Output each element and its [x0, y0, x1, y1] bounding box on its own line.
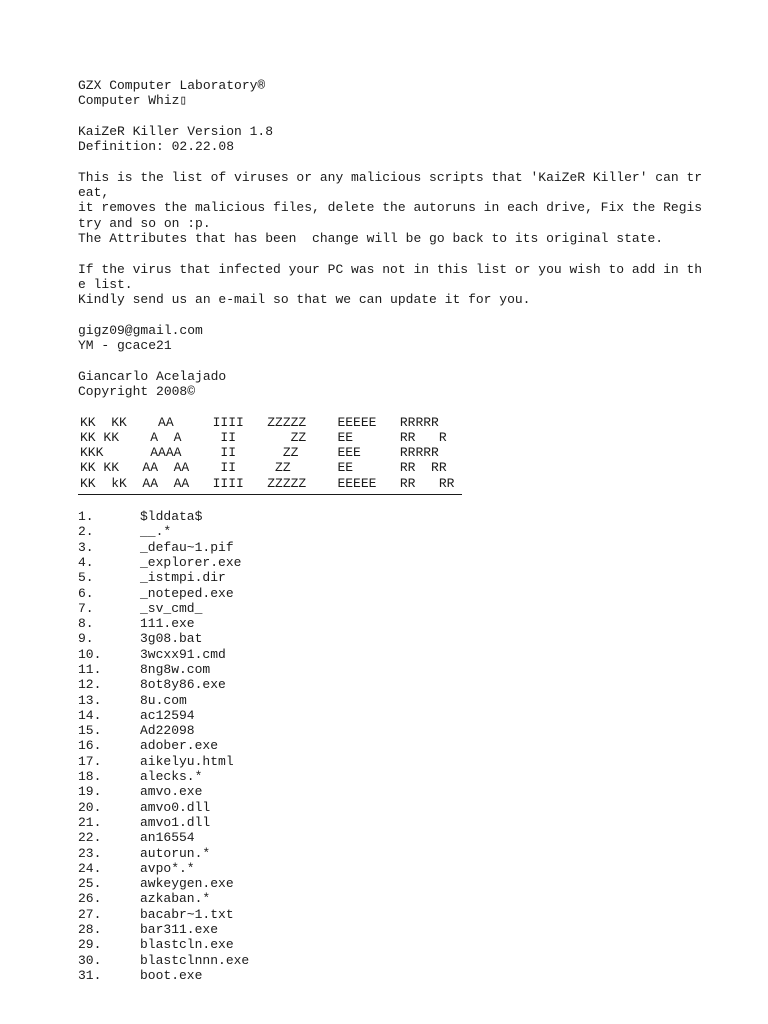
list-item-number: 14.	[78, 707, 102, 723]
request-line: e list.	[78, 276, 133, 292]
list-item	[78, 754, 698, 769]
list-item	[78, 662, 698, 677]
list-item-filename: _explorer.exe	[140, 554, 242, 570]
list-item-number: 9.	[78, 631, 94, 647]
list-item-number: 15.	[78, 723, 102, 739]
list-item-filename: awkeygen.exe	[140, 876, 234, 892]
list-item-number: 19.	[78, 784, 102, 800]
list-item-filename: 3wcxx91.cmd	[140, 646, 226, 662]
spacer	[78, 399, 698, 414]
list-item	[78, 846, 698, 861]
intro-line: it removes the malicious files, delete the autoruns in each drive, Fix the Regis	[78, 200, 703, 216]
list-item	[78, 647, 698, 662]
list-item-filename: amvo1.dll	[140, 814, 211, 830]
ascii-banner	[80, 415, 700, 491]
list-item-filename: _sv_cmd_	[140, 600, 203, 616]
list-item	[78, 524, 698, 539]
list-item	[78, 616, 698, 631]
list-item-filename: Ad22098	[140, 723, 195, 739]
virus-list	[78, 509, 698, 983]
list-item-filename: blastclnnn.exe	[140, 952, 250, 968]
banner-line: KK KK AA IIII ZZZZZ EEEEE RRRRR	[80, 414, 439, 430]
list-item-number: 11.	[78, 661, 102, 677]
spacer	[78, 246, 698, 261]
list-item-filename: 8u.com	[140, 692, 187, 708]
list-item-number: 7.	[78, 600, 94, 616]
list-item	[78, 631, 698, 646]
list-item-number: 25.	[78, 876, 102, 892]
list-item-filename: __.*	[140, 524, 172, 540]
list-item-filename: 8ng8w.com	[140, 661, 211, 677]
list-item	[78, 586, 698, 601]
list-item	[78, 953, 698, 968]
list-item	[78, 907, 698, 922]
divider	[78, 494, 462, 495]
spacer	[78, 353, 698, 368]
list-item-number: 21.	[78, 814, 102, 830]
list-item-number: 3.	[78, 539, 94, 555]
list-item	[78, 677, 698, 692]
list-item	[78, 830, 698, 845]
list-item-number: 28.	[78, 922, 102, 938]
intro-line: This is the list of viruses or any malicious scripts that 'KaiZeR Killer' can tr	[78, 169, 703, 185]
list-item-filename: bar311.exe	[140, 922, 219, 938]
list-item	[78, 723, 698, 738]
list-item-filename: blastcln.exe	[140, 937, 234, 953]
document-page	[78, 78, 703, 983]
banner-line: KK KK A A II ZZ EE RR R	[80, 429, 447, 445]
intro-line: eat,	[78, 185, 110, 201]
definition-date: Definition: 02.22.08	[78, 139, 235, 155]
request-line: If the virus that infected your PC was not in this list or you wish to add in th	[78, 261, 703, 277]
list-item	[78, 738, 698, 753]
list-item-number: 17.	[78, 753, 102, 769]
list-item	[78, 922, 698, 937]
list-item-filename: ac12594	[140, 707, 195, 723]
list-item-number: 29.	[78, 937, 102, 953]
lab-name: GZX Computer Laboratory®	[78, 78, 266, 93]
list-item-filename: _istmpi.dir	[140, 570, 226, 586]
list-item-number: 18.	[78, 769, 102, 785]
list-item-filename: 8ot8y86.exe	[140, 677, 226, 693]
contact-ym: YM - gcace21	[78, 338, 172, 354]
list-item-number: 16.	[78, 738, 102, 754]
list-item-filename: boot.exe	[140, 967, 203, 983]
list-item-filename: _defau~1.pif	[140, 539, 234, 555]
list-item	[78, 555, 698, 570]
list-item-number: 30.	[78, 952, 102, 968]
list-item-number: 27.	[78, 906, 102, 922]
product-version: KaiZeR Killer Version 1.8	[78, 123, 274, 139]
list-item	[78, 784, 698, 799]
list-item-number: 8.	[78, 616, 94, 632]
list-item-filename: amvo.exe	[140, 784, 203, 800]
list-item	[78, 509, 698, 524]
list-item-number: 13.	[78, 692, 102, 708]
list-item-number: 24.	[78, 860, 102, 876]
list-item-filename: _noteped.exe	[140, 585, 234, 601]
list-item	[78, 876, 698, 891]
list-item-number: 20.	[78, 799, 102, 815]
spacer	[78, 307, 698, 322]
list-item-filename: alecks.*	[140, 769, 203, 785]
list-item	[78, 693, 698, 708]
list-item	[78, 540, 698, 555]
list-item	[78, 708, 698, 723]
list-item	[78, 601, 698, 616]
list-item	[78, 891, 698, 906]
list-item-filename: azkaban.*	[140, 891, 211, 907]
spacer	[78, 154, 698, 169]
list-item-number: 12.	[78, 677, 102, 693]
banner-line: KK KK AA AA II ZZ EE RR RR	[80, 460, 447, 476]
list-item-number: 22.	[78, 830, 102, 846]
list-item-filename: adober.exe	[140, 738, 219, 754]
list-item-number: 1.	[78, 509, 94, 525]
list-item	[78, 861, 698, 876]
copyright-line: Copyright 2008©	[78, 383, 196, 399]
intro-line: try and so on :p.	[78, 215, 211, 231]
list-item-filename: 3g08.bat	[140, 631, 203, 647]
list-item-filename: 111.exe	[140, 616, 195, 632]
banner-line: KKK AAAA II ZZ EEE RRRRR	[80, 445, 439, 461]
list-item-number: 23.	[78, 845, 102, 861]
list-item-number: 5.	[78, 570, 94, 586]
list-item	[78, 570, 698, 585]
list-item	[78, 937, 698, 952]
list-item-number: 6.	[78, 585, 94, 601]
contact-email: gigz09@gmail.com	[78, 322, 203, 338]
request-line: Kindly send us an e-mail so that we can update it for you.	[78, 292, 531, 308]
list-item-number: 2.	[78, 524, 94, 540]
list-item-filename: $lddata$	[140, 509, 203, 525]
list-item-filename: an16554	[140, 830, 195, 846]
author-name: Giancarlo Acelajado	[78, 368, 227, 384]
list-item-filename: avpo*.*	[140, 860, 195, 876]
list-item-filename: amvo0.dll	[140, 799, 211, 815]
list-item	[78, 769, 698, 784]
spacer	[78, 109, 698, 124]
banner-line: KK kK AA AA IIII ZZZZZ EEEEE RR RR	[80, 475, 455, 491]
list-item-filename: autorun.*	[140, 845, 211, 861]
team-name: Computer Whiz▯	[78, 93, 188, 109]
intro-line: The Attributes that has been change will be go back to its original state.	[78, 230, 664, 246]
list-item	[78, 800, 698, 815]
list-item-filename: bacabr~1.txt	[140, 906, 234, 922]
list-item-number: 31.	[78, 967, 102, 983]
list-item-number: 4.	[78, 554, 94, 570]
list-item-filename: aikelyu.html	[140, 753, 234, 769]
list-item-number: 10.	[78, 646, 102, 662]
list-item	[78, 968, 698, 983]
list-item	[78, 815, 698, 830]
list-item-number: 26.	[78, 891, 102, 907]
